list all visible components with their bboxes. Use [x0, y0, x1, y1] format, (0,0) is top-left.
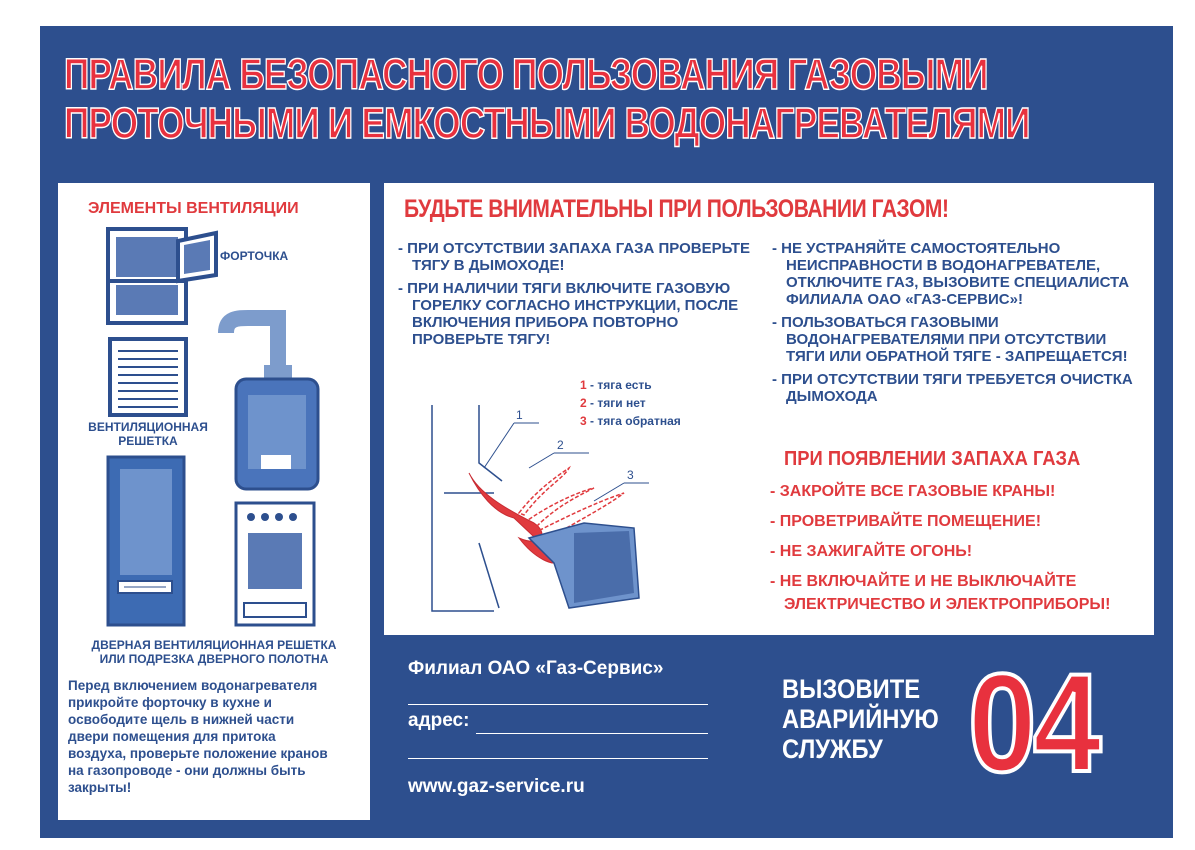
- address-line: [476, 733, 708, 734]
- diagram-label-3: 3: [627, 468, 634, 482]
- vent-grille-icon: [110, 339, 186, 415]
- gas-smell-list: [770, 483, 1154, 614]
- grille-label-line-2: РЕШЕТКА: [118, 434, 178, 448]
- main-heading: БУДЬТЕ ВНИМАТЕЛЬНЫ ПРИ ПОЛЬЗОВАНИИ ГАЗОМ!: [404, 195, 949, 223]
- emergency-number: 04: [968, 644, 1099, 801]
- ventilation-illustration: [58, 183, 370, 653]
- company-name: Филиал ОАО «Газ-Сервис»: [408, 658, 664, 679]
- rule-item: - ПРИ ОТСУТСТВИИ ТЯГИ ТРЕБУЕТСЯ ОЧИСТКА ДЫМОХОДА: [772, 371, 1133, 405]
- emergency-call-text: ВЫЗОВИТЕ АВАРИЙНУЮ СЛУЖБУ: [782, 674, 939, 764]
- diagram-label-2: 2: [557, 438, 564, 452]
- gas-stove-icon: [236, 503, 314, 625]
- blank-line: [408, 758, 708, 759]
- website-link[interactable]: www.gaz-service.ru: [408, 776, 585, 797]
- rule-item: - ПРИ ОТСУТСТВИИ ЗАПАХА ГАЗА ПРОВЕРЬТЕ ТЯГУ В ДЫМОХОДЕ!: [398, 240, 751, 274]
- rules-column-1: [398, 240, 778, 348]
- door-label-line-2: ИЛИ ПОДРЕЗКА ДВЕРНОГО ПОЛОТНА: [99, 652, 329, 666]
- rule-item: - ПОЛЬЗОВАТЬСЯ ГАЗОВЫМИ ВОДОНАГРЕВАТЕЛЯМИ ПРИ ОТСУТСТВИИ ТЯГИ ИЛИ ОБРАТНОЙ ТЯГЕ - ЗАПРЕЩАЕТСЯ!: [772, 314, 1128, 365]
- water-heater-icon: [226, 318, 318, 489]
- gas-item: - НЕ ВКЛЮЧАЙТЕ И НЕ ВЫКЛЮЧАЙТЕ ЭЛЕКТРИЧЕСТВО И ЭЛЕКТРОПРИБОРЫ!: [770, 573, 1111, 613]
- rules-column-2: [772, 240, 1154, 405]
- ventilation-note: Перед включением водонагревателя прикройте форточку в кухне и освободите щель в нижней части двери помещения для притока воздуха, проверьте положение кранов на газопроводе - они должны быть закрыты!: [68, 678, 328, 795]
- grille-label-line-1: ВЕНТИЛЯЦИОННАЯ: [88, 420, 208, 434]
- door-icon: [108, 457, 184, 625]
- gas-item: - ЗАКРОЙТЕ ВСЕ ГАЗОВЫЕ КРАНЫ!: [770, 483, 1056, 500]
- gas-item: - ПРОВЕТРИВАЙТЕ ПОМЕЩЕНИЕ!: [770, 513, 1042, 530]
- fortochka-label: ФОРТОЧКА: [220, 249, 289, 263]
- legend-item: 2 - тяги нет: [580, 396, 646, 410]
- legend-item: 1 - тяга есть: [580, 378, 652, 392]
- grille-label: [88, 420, 208, 448]
- title-line-1: ПРАВИЛА БЕЗОПАСНОГО ПОЛЬЗОВАНИЯ ГАЗОВЫМИ: [64, 50, 988, 99]
- poster-title: [64, 50, 1030, 148]
- chimney-draft-diagram: [424, 383, 724, 623]
- blank-line: [408, 704, 708, 705]
- ventilation-panel: [58, 183, 370, 820]
- gas-smell-heading: ПРИ ПОЯВЛЕНИИ ЗАПАХА ГАЗА: [784, 448, 1081, 470]
- ventilation-heading: ЭЛЕМЕНТЫ ВЕНТИЛЯЦИИ: [88, 200, 299, 217]
- rule-item: - НЕ УСТРАНЯЙТЕ САМОСТОЯТЕЛЬНО НЕИСПРАВНОСТИ В ВОДОНАГРЕВАТЕЛЕ, ОТКЛЮЧИТЕ ГАЗ, ВЫЗОВИТЕ СПЕЦИАЛИСТА ФИЛИАЛА ОАО «ГАЗ-СЕРВИС»!: [772, 240, 1130, 308]
- door-grille-label: [58, 638, 370, 666]
- legend-item: 3 - тяга обратная: [580, 414, 681, 428]
- diagram-label-1: 1: [516, 408, 523, 422]
- rule-item: - ПРИ НАЛИЧИИ ТЯГИ ВКЛЮЧИТЕ ГАЗОВУЮ ГОРЕЛКУ СОГЛАСНО ИНСТРУКЦИИ, ПОСЛЕ ВКЛЮЧЕНИЯ ПРИБОРА ПОВТОРНО ПРОВЕРЬТЕ ТЯГУ!: [398, 280, 739, 348]
- address-label: адрес:: [408, 710, 470, 731]
- window-icon: [108, 229, 216, 323]
- door-label-line-1: ДВЕРНАЯ ВЕНТИЛЯЦИОННАЯ РЕШЕТКА: [91, 638, 337, 652]
- title-line-2: ПРОТОЧНЫМИ И ЕМКОСТНЫМИ ВОДОНАГРЕВАТЕЛЯМИ: [64, 99, 1030, 148]
- gas-item: - НЕ ЗАЖИГАЙТЕ ОГОНЬ!: [770, 543, 973, 560]
- contact-bar: [384, 640, 1154, 820]
- safety-rules-panel: [384, 183, 1154, 635]
